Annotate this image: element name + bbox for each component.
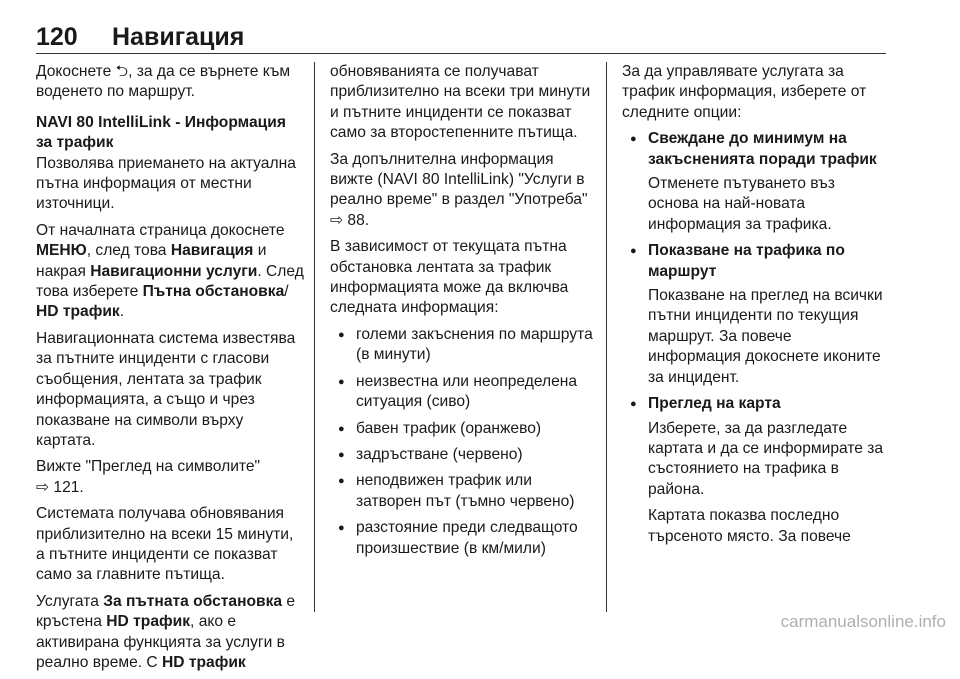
watermark: carmanualsonline.info [780,612,946,631]
paragraph-hd-traffic: Услугата За пътната обстановка е кръстена HD трафик, ако е активирана функцията за услуги в реално време. С HD трафик [36,592,296,671]
option-minimize-delays: ● Свеждане до минимум на закъсненията поради трафик [622,129,888,170]
paragraph-updates: Системата получава обновявания приблизително на всеки 15 минути, а пътните инциденти се показват само за главните пътища. [36,505,294,584]
column-divider-2 [606,62,607,612]
nav-services-ref: Навигационни услуги [90,262,258,280]
list-item: ● задръстване (червено) [330,445,596,465]
paragraph-see-symbols: Вижте "Преглед на символите" ⇨ 121. [36,458,261,496]
option-map-view-desc-1: Изберете, за да разгледате картата и да се информирате за състоянието на трафика в района. [648,419,884,498]
option-show-route-traffic: ● Показване на трафика по маршрут [622,241,888,282]
column-3 [622,62,888,553]
column-divider-1 [314,62,315,612]
paragraph-traffic-bar: В зависимост от текущата пътна обстановка лентата за трафик информацията може да включва следната информация: [330,238,569,317]
column-1 [36,62,304,679]
option-map-view-desc-2: Картата показва последно търсеното място. За повече [648,507,851,545]
page-title: Навигация [112,23,245,51]
header-divider [36,53,886,54]
paragraph-options-intro: За да управлявате услугата за трафик информация, изберете от следните опции: [622,63,867,121]
option-show-route-traffic-desc: Показване на преглед на всички пътни инциденти по текущия маршрут. За повече информация докоснете иконите за инцидент. [648,287,883,386]
traffic-ref: Пътна обстановка [142,283,285,301]
navigation-ref: Навигация [170,242,254,260]
list-item: ● бавен трафик (оранжево) [330,419,596,439]
paragraph-intro: Позволява приемането на актуална пътна информация от местни източници. [36,154,296,213]
option-minimize-delays-desc: Отменете пътуването въз основа на най-новата информация за трафика. [648,175,835,233]
paragraph-notifications: Навигационната система известява за пътните инциденти с гласови съобщения, лентата за трафик информацията, а също и чрез показване на символи върху картата. [36,329,296,449]
column-2 [330,62,596,565]
option-map-view: ● Преглед на карта [622,394,888,414]
paragraph-return-to-guidance: Докоснете ⮌, за да се върнете към воденето по маршрут. [36,63,291,101]
menu-ref: МЕНЮ [36,242,87,260]
options-list [622,129,888,170]
traffic-bar-list [330,325,596,559]
page-reference-121: ⇨ 121. [36,478,84,496]
paragraph-menu-path: От началната страница докоснете МЕНЮ, след това Навигация и накрая Навигационни услуги. След това изберете Пътна обстановка/ HD трафик. [36,221,304,321]
page-header [36,22,886,54]
list-item: ● големи закъснения по маршрута (в минути) [330,325,596,366]
section-heading-traffic-info: NAVI 80 IntelliLink - Информация за трафик [36,113,286,152]
page-reference-88: ⇨ 88. [330,211,370,229]
list-item: ● неподвижен трафик или затворен път (тъмно червено) [330,471,596,512]
hd-traffic-ref: HD трафик [36,303,120,321]
paragraph-more-info: За допълнителна информация вижте (NAVI 80 IntelliLink) "Услуги в реално време" в раздел "Употреба" ⇨ 88. [330,150,588,229]
page-number: 120 [36,23,78,51]
paragraph-hd-updates: обновяванията се получават приблизително на всеки три минути и пътните инциденти се показват само за второстепенните пътища. [330,63,591,142]
list-item: ● неизвестна или неопределена ситуация (сиво) [330,372,596,413]
list-item: ● разстояние преди следващото произшествие (в км/мили) [330,518,596,559]
